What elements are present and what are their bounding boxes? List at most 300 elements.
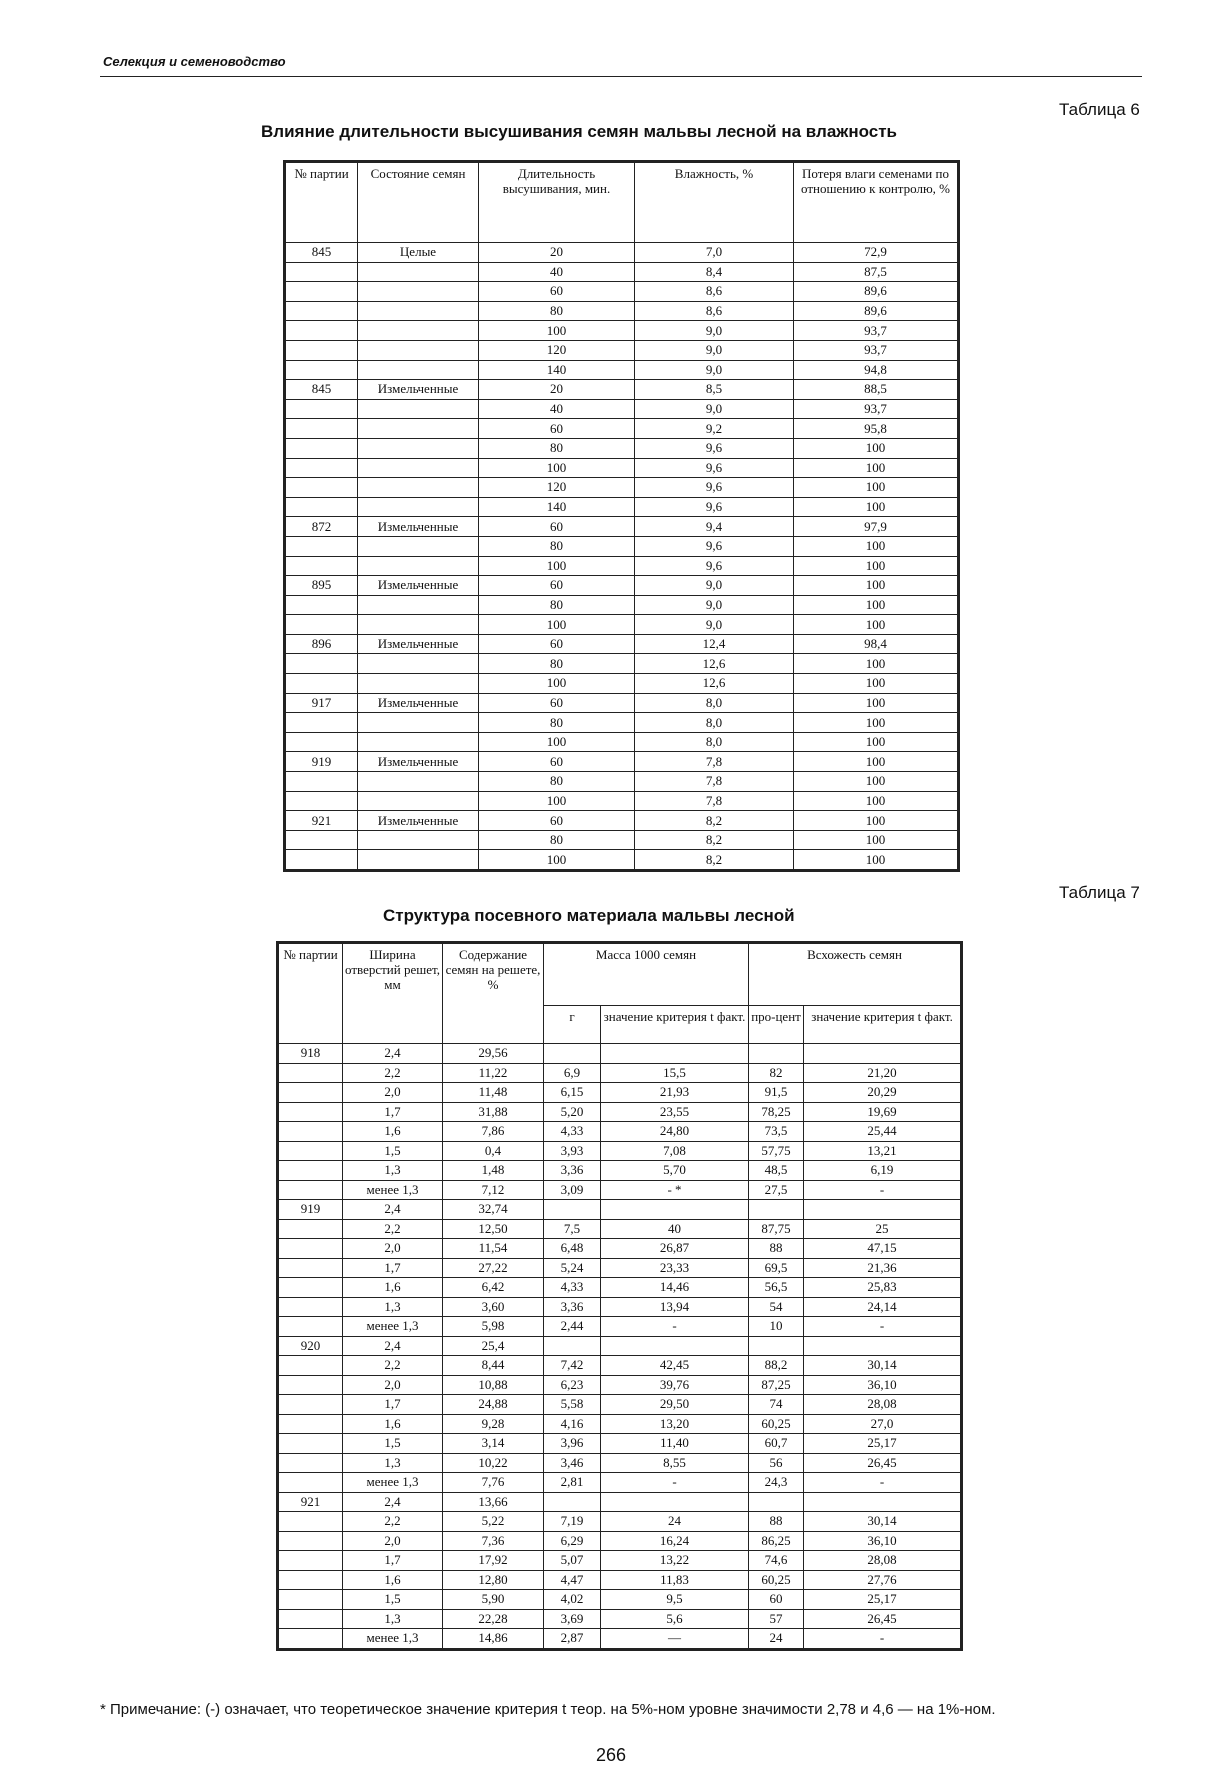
table-cell: 40 xyxy=(601,1219,749,1239)
table-row xyxy=(279,1531,961,1551)
table-row xyxy=(286,850,958,870)
table-row xyxy=(286,282,958,302)
table-row xyxy=(279,1083,961,1103)
table-cell xyxy=(601,1044,749,1064)
table-cell: 3,60 xyxy=(443,1297,544,1317)
table-cell: 5,98 xyxy=(443,1317,544,1337)
table-cell xyxy=(279,1258,343,1278)
table-row xyxy=(279,1239,961,1259)
table-cell: 1,6 xyxy=(343,1122,443,1142)
table-cell: 24,88 xyxy=(443,1395,544,1415)
table-cell: - * xyxy=(601,1180,749,1200)
table-cell: 12,80 xyxy=(443,1570,544,1590)
table-cell xyxy=(358,399,479,419)
table-cell xyxy=(279,1551,343,1571)
table-cell: 8,0 xyxy=(635,693,794,713)
table-cell: 89,6 xyxy=(794,301,958,321)
table-cell: 10,22 xyxy=(443,1453,544,1473)
table-cell xyxy=(286,399,358,419)
table-cell xyxy=(358,556,479,576)
table-cell: 896 xyxy=(286,634,358,654)
table-row xyxy=(286,752,958,772)
table-cell xyxy=(804,1336,961,1356)
table-cell: 21,93 xyxy=(601,1083,749,1103)
table-row xyxy=(279,1375,961,1395)
table-cell: 60 xyxy=(479,576,635,596)
table-cell: 11,83 xyxy=(601,1570,749,1590)
table-cell: 100 xyxy=(794,830,958,850)
table-row xyxy=(279,1044,961,1064)
table-cell: 1,6 xyxy=(343,1570,443,1590)
table-cell: 29,50 xyxy=(601,1395,749,1415)
table-cell: - xyxy=(804,1629,961,1649)
table-cell: Целые xyxy=(358,243,479,263)
table-cell: 9,6 xyxy=(635,478,794,498)
table-cell: 93,7 xyxy=(794,321,958,341)
table-cell: 7,86 xyxy=(443,1122,544,1142)
table-cell xyxy=(358,536,479,556)
table-cell: 80 xyxy=(479,772,635,792)
table-cell: 0,4 xyxy=(443,1141,544,1161)
table-row xyxy=(279,1297,961,1317)
table-cell: 100 xyxy=(794,497,958,517)
table-cell: 21,36 xyxy=(804,1258,961,1278)
table-cell: 100 xyxy=(794,536,958,556)
table-cell: 60,25 xyxy=(749,1570,804,1590)
table6-label: Таблица 6 xyxy=(1059,100,1140,119)
table-cell xyxy=(286,321,358,341)
table-cell: Измельченные xyxy=(358,576,479,596)
table-cell xyxy=(358,262,479,282)
table-cell: Измельченные xyxy=(358,517,479,537)
table-cell: 82 xyxy=(749,1063,804,1083)
table-cell: 3,69 xyxy=(544,1609,601,1629)
table-cell xyxy=(358,615,479,635)
table-cell: 60,25 xyxy=(749,1414,804,1434)
table-cell: 6,9 xyxy=(544,1063,601,1083)
table-cell xyxy=(279,1570,343,1590)
table-row xyxy=(279,1414,961,1434)
table-cell xyxy=(279,1239,343,1259)
table-row xyxy=(286,340,958,360)
table-row xyxy=(279,1258,961,1278)
table-cell: Измельченные xyxy=(358,811,479,831)
table-cell: 4,02 xyxy=(544,1590,601,1610)
table-cell: 5,58 xyxy=(544,1395,601,1415)
table-cell: 120 xyxy=(479,340,635,360)
table-cell xyxy=(286,850,358,870)
table-cell: 1,6 xyxy=(343,1414,443,1434)
table-cell: 2,81 xyxy=(544,1473,601,1493)
table-cell: 57 xyxy=(749,1609,804,1629)
table-row xyxy=(279,1551,961,1571)
table7-body xyxy=(279,1044,961,1649)
table-cell: 24 xyxy=(601,1512,749,1532)
table-cell: 60 xyxy=(479,419,635,439)
table-cell xyxy=(286,438,358,458)
table-row xyxy=(279,1395,961,1415)
table-cell xyxy=(286,791,358,811)
table7-col-germ-pct: про-цент xyxy=(749,1006,804,1044)
table-cell xyxy=(358,732,479,752)
table-row xyxy=(279,1278,961,1298)
table-cell: 2,2 xyxy=(343,1512,443,1532)
table-cell xyxy=(358,497,479,517)
table-cell: 6,23 xyxy=(544,1375,601,1395)
table-cell: 60 xyxy=(479,634,635,654)
table-cell: 120 xyxy=(479,478,635,498)
table-cell: 100 xyxy=(794,850,958,870)
table-cell: 100 xyxy=(794,791,958,811)
table-cell: 100 xyxy=(479,674,635,694)
table-cell: 919 xyxy=(279,1200,343,1220)
table-cell xyxy=(279,1453,343,1473)
table6-col-state: Состояние семян xyxy=(358,163,479,243)
table-cell: менее 1,3 xyxy=(343,1317,443,1337)
table-cell xyxy=(749,1492,804,1512)
table-row xyxy=(286,458,958,478)
table-cell xyxy=(279,1219,343,1239)
table-cell: 12,6 xyxy=(635,654,794,674)
table-row xyxy=(279,1629,961,1649)
table-cell: 3,09 xyxy=(544,1180,601,1200)
table-cell xyxy=(358,340,479,360)
table-cell: 25,83 xyxy=(804,1278,961,1298)
table-cell: 88 xyxy=(749,1512,804,1532)
table-cell: 5,6 xyxy=(601,1609,749,1629)
table-cell: 918 xyxy=(279,1044,343,1064)
table-cell: - xyxy=(804,1180,961,1200)
table6-body xyxy=(286,243,958,870)
table-cell: 2,2 xyxy=(343,1356,443,1376)
table-cell: 24 xyxy=(749,1629,804,1649)
table-cell xyxy=(279,1122,343,1142)
table-cell: 25,17 xyxy=(804,1590,961,1610)
table-cell: 9,0 xyxy=(635,321,794,341)
table-cell xyxy=(358,713,479,733)
table-cell: 8,6 xyxy=(635,301,794,321)
table-cell: 1,3 xyxy=(343,1453,443,1473)
table-row xyxy=(286,399,958,419)
table-cell: 10 xyxy=(749,1317,804,1337)
table-cell: 94,8 xyxy=(794,360,958,380)
table-cell: 100 xyxy=(794,438,958,458)
table-cell: 5,90 xyxy=(443,1590,544,1610)
table-cell: 7,42 xyxy=(544,1356,601,1376)
table-cell xyxy=(286,419,358,439)
table-cell xyxy=(358,360,479,380)
table-cell: 2,4 xyxy=(343,1336,443,1356)
table-cell: 40 xyxy=(479,399,635,419)
table-cell: 17,92 xyxy=(443,1551,544,1571)
table6 xyxy=(285,162,958,870)
table-cell: 7,0 xyxy=(635,243,794,263)
table-cell: 42,45 xyxy=(601,1356,749,1376)
table-cell xyxy=(544,1044,601,1064)
page-number: 266 xyxy=(595,1745,627,1765)
table-cell: 917 xyxy=(286,693,358,713)
table-cell: 12,50 xyxy=(443,1219,544,1239)
table-row xyxy=(279,1570,961,1590)
table-cell: 30,14 xyxy=(804,1512,961,1532)
table-cell: 47,15 xyxy=(804,1239,961,1259)
table6-col-batch: № партии xyxy=(286,163,358,243)
table7-col-mass-t: значение критерия t факт. xyxy=(601,1006,749,1044)
table-cell: 19,69 xyxy=(804,1102,961,1122)
table-cell: 27,22 xyxy=(443,1258,544,1278)
table-cell: 9,6 xyxy=(635,438,794,458)
table-cell: 9,0 xyxy=(635,399,794,419)
table-cell: 100 xyxy=(479,850,635,870)
table-cell: 93,7 xyxy=(794,399,958,419)
table-cell xyxy=(286,301,358,321)
table-cell: 60 xyxy=(479,517,635,537)
table-cell: 5,07 xyxy=(544,1551,601,1571)
table-cell: 3,46 xyxy=(544,1453,601,1473)
table-cell xyxy=(601,1200,749,1220)
table-cell: 8,2 xyxy=(635,830,794,850)
table-row xyxy=(286,497,958,517)
table-row xyxy=(286,830,958,850)
table-cell: 100 xyxy=(479,321,635,341)
table-cell xyxy=(358,674,479,694)
table-cell xyxy=(601,1492,749,1512)
table-cell: 40 xyxy=(479,262,635,282)
table-cell xyxy=(286,497,358,517)
table-cell: 5,24 xyxy=(544,1258,601,1278)
table-cell: 73,5 xyxy=(749,1122,804,1142)
table-cell: 80 xyxy=(479,595,635,615)
table-cell: 2,2 xyxy=(343,1063,443,1083)
table-cell: 6,19 xyxy=(804,1161,961,1181)
table-cell: 36,10 xyxy=(804,1375,961,1395)
table-cell xyxy=(286,713,358,733)
table-cell: 24,3 xyxy=(749,1473,804,1493)
table-cell xyxy=(749,1044,804,1064)
table-cell: 9,5 xyxy=(601,1590,749,1610)
table-cell: 8,6 xyxy=(635,282,794,302)
table-cell xyxy=(286,282,358,302)
table-cell: 100 xyxy=(794,595,958,615)
header-rule xyxy=(100,76,1142,77)
table-row xyxy=(286,595,958,615)
table7-col-mass-g: г xyxy=(544,1006,601,1044)
table-row xyxy=(286,634,958,654)
table-cell: 72,9 xyxy=(794,243,958,263)
table-cell: 100 xyxy=(794,811,958,831)
table-cell: 8,55 xyxy=(601,1453,749,1473)
table-cell: 921 xyxy=(286,811,358,831)
table-cell: 24,80 xyxy=(601,1122,749,1142)
table-cell: 2,4 xyxy=(343,1044,443,1064)
table-cell: 9,0 xyxy=(635,360,794,380)
table-cell: 60 xyxy=(479,752,635,772)
table-cell xyxy=(358,438,479,458)
table-cell: 29,56 xyxy=(443,1044,544,1064)
table-cell: 100 xyxy=(794,693,958,713)
table-cell xyxy=(279,1531,343,1551)
table-cell: 57,75 xyxy=(749,1141,804,1161)
table-cell: 1,3 xyxy=(343,1161,443,1181)
table-cell: 920 xyxy=(279,1336,343,1356)
table-cell: 7,36 xyxy=(443,1531,544,1551)
table-cell: 12,6 xyxy=(635,674,794,694)
table-cell: 80 xyxy=(479,438,635,458)
table-cell: 91,5 xyxy=(749,1083,804,1103)
table-cell: 26,45 xyxy=(804,1453,961,1473)
table-cell xyxy=(279,1395,343,1415)
table-cell: 7,8 xyxy=(635,752,794,772)
table-cell: 87,75 xyxy=(749,1219,804,1239)
table-cell: 13,20 xyxy=(601,1414,749,1434)
running-header: Селекция и семеноводство xyxy=(103,54,286,69)
table-row xyxy=(279,1590,961,1610)
table-cell: 895 xyxy=(286,576,358,596)
table-cell xyxy=(279,1473,343,1493)
table-cell: 9,0 xyxy=(635,340,794,360)
table-cell xyxy=(286,654,358,674)
table-cell: 30,14 xyxy=(804,1356,961,1376)
table-cell xyxy=(286,615,358,635)
table-cell: 11,22 xyxy=(443,1063,544,1083)
table-cell: 100 xyxy=(794,458,958,478)
table-cell: 32,74 xyxy=(443,1200,544,1220)
table-cell xyxy=(286,478,358,498)
table-row xyxy=(279,1434,961,1454)
table-cell: 7,19 xyxy=(544,1512,601,1532)
table-cell: 140 xyxy=(479,360,635,380)
table-row xyxy=(279,1336,961,1356)
table-cell xyxy=(279,1434,343,1454)
table-row xyxy=(286,615,958,635)
table-cell xyxy=(286,595,358,615)
table-cell: 20 xyxy=(479,380,635,400)
footnote: * Примечание: (-) означает, что теоретическое значение критерия t теор. на 5%-ном уровне значимости 2,78 и 4,6 — на 1%-ном. xyxy=(100,1701,996,1718)
table-cell: 87,5 xyxy=(794,262,958,282)
table-cell: 919 xyxy=(286,752,358,772)
table-cell: 100 xyxy=(794,752,958,772)
table-cell: 88,2 xyxy=(749,1356,804,1376)
table-cell: 100 xyxy=(794,556,958,576)
table-cell: 9,4 xyxy=(635,517,794,537)
table-cell: 23,55 xyxy=(601,1102,749,1122)
table-row xyxy=(286,732,958,752)
table-row xyxy=(279,1609,961,1629)
table7-label: Таблица 7 xyxy=(1059,883,1140,902)
table-cell: 2,4 xyxy=(343,1200,443,1220)
table-row xyxy=(279,1180,961,1200)
table-cell xyxy=(279,1629,343,1649)
table-cell: 27,0 xyxy=(804,1414,961,1434)
table-row xyxy=(279,1356,961,1376)
table6-title: Влияние длительности высушивания семян мальвы лесной на влажность xyxy=(261,122,897,141)
table-cell: 2,0 xyxy=(343,1375,443,1395)
table-cell: 13,21 xyxy=(804,1141,961,1161)
table-cell: 1,3 xyxy=(343,1609,443,1629)
table-cell xyxy=(279,1297,343,1317)
table-row xyxy=(279,1453,961,1473)
table-cell: 25,17 xyxy=(804,1434,961,1454)
table-cell: 9,28 xyxy=(443,1414,544,1434)
table-cell xyxy=(279,1180,343,1200)
table-cell: 74 xyxy=(749,1395,804,1415)
table-cell: 16,24 xyxy=(601,1531,749,1551)
table-cell: 8,2 xyxy=(635,850,794,870)
table-cell: 9,6 xyxy=(635,497,794,517)
table-cell: 7,12 xyxy=(443,1180,544,1200)
table-cell: 1,5 xyxy=(343,1590,443,1610)
table-cell: 1,7 xyxy=(343,1551,443,1571)
table-cell: 60 xyxy=(479,693,635,713)
table-cell: 60 xyxy=(479,811,635,831)
table-row xyxy=(286,556,958,576)
table-cell: 2,2 xyxy=(343,1219,443,1239)
table-cell xyxy=(544,1336,601,1356)
table-cell: 2,0 xyxy=(343,1531,443,1551)
table-cell: 5,20 xyxy=(544,1102,601,1122)
table-cell: - xyxy=(601,1473,749,1493)
table-cell: 9,0 xyxy=(635,615,794,635)
table-cell: 1,7 xyxy=(343,1395,443,1415)
table-cell xyxy=(279,1063,343,1083)
table-cell: 21,20 xyxy=(804,1063,961,1083)
table-cell: 3,36 xyxy=(544,1161,601,1181)
table-row xyxy=(286,654,958,674)
table-cell: 26,87 xyxy=(601,1239,749,1259)
table-row xyxy=(286,536,958,556)
table-cell: - xyxy=(601,1317,749,1337)
table-cell: 22,28 xyxy=(443,1609,544,1629)
table-cell: 2,87 xyxy=(544,1629,601,1649)
table-cell: 13,22 xyxy=(601,1551,749,1571)
table-cell: 1,5 xyxy=(343,1141,443,1161)
table-row xyxy=(279,1063,961,1083)
table-cell: 31,88 xyxy=(443,1102,544,1122)
table-cell xyxy=(358,458,479,478)
table-cell: 1,6 xyxy=(343,1278,443,1298)
table-cell: 48,5 xyxy=(749,1161,804,1181)
table7-title: Структура посевного материала мальвы лесной xyxy=(383,906,795,925)
table-row xyxy=(279,1200,961,1220)
table-cell xyxy=(279,1161,343,1181)
table-cell: 140 xyxy=(479,497,635,517)
table6-col-duration: Длительность высушивания, мин. xyxy=(479,163,635,243)
table-cell xyxy=(279,1317,343,1337)
table-cell: 9,0 xyxy=(635,595,794,615)
table-cell xyxy=(279,1512,343,1532)
table-cell xyxy=(749,1336,804,1356)
table-cell: 7,8 xyxy=(635,791,794,811)
table-row xyxy=(279,1219,961,1239)
table-cell: 100 xyxy=(479,458,635,478)
table-cell: 9,6 xyxy=(635,536,794,556)
table-cell xyxy=(279,1102,343,1122)
table-cell: 6,42 xyxy=(443,1278,544,1298)
table-cell: 11,48 xyxy=(443,1083,544,1103)
table-cell: 1,5 xyxy=(343,1434,443,1454)
table-cell: Измельченные xyxy=(358,634,479,654)
table7-col-mass: Масса 1000 семян xyxy=(544,944,749,1006)
table-row xyxy=(286,713,958,733)
table-cell: — xyxy=(601,1629,749,1649)
table-cell: 28,08 xyxy=(804,1395,961,1415)
table-cell: 27,5 xyxy=(749,1180,804,1200)
table-cell: 97,9 xyxy=(794,517,958,537)
table-cell: Измельченные xyxy=(358,752,479,772)
table-row xyxy=(286,321,958,341)
table-cell: 845 xyxy=(286,380,358,400)
table-cell: Измельченные xyxy=(358,693,479,713)
